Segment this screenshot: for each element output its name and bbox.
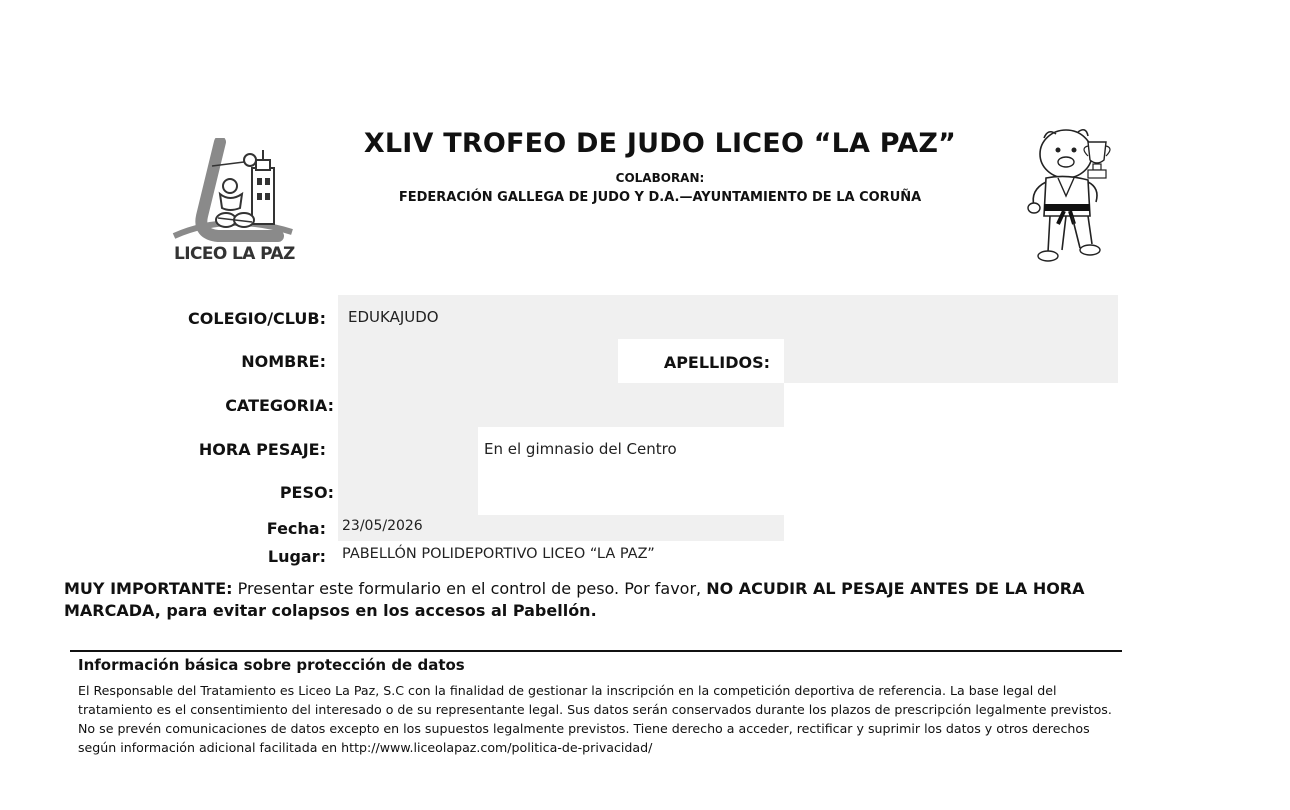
important-notice xyxy=(64,578,1104,622)
privacy-title: Información básica sobre protección de datos xyxy=(78,656,465,674)
club-field[interactable] xyxy=(338,295,1118,339)
liceo-la-paz-logo xyxy=(168,138,298,268)
collaborators-list: FEDERACIÓN GALLEGA DE JUDO Y D.A.—AYUNTAMIENTO DE LA CORUÑA xyxy=(398,190,922,205)
notice-text: Presentar este formulario en el control de peso. Por favor, xyxy=(232,579,707,598)
collaborators-label: COLABORAN: xyxy=(615,171,705,185)
categoria-field[interactable] xyxy=(338,383,784,427)
divider-line xyxy=(70,650,1122,652)
apellidos-label: APELLIDOS: xyxy=(663,353,770,372)
peso-label: PESO: xyxy=(279,483,334,502)
lugar-label: Lugar: xyxy=(267,547,326,566)
judo-mascot-illustration xyxy=(1022,124,1122,266)
hora-pesaje-label: HORA PESAJE: xyxy=(198,440,326,459)
notice-emphasis: NO ACUDIR AL PESAJE ANTES DE LA HORA MARCADA, para evitar colapsos en los accesos al Pabellón. xyxy=(64,579,1085,620)
hora-pesaje-value: En el gimnasio del Centro xyxy=(484,440,677,458)
fecha-value: 23/05/2026 xyxy=(342,518,423,534)
apellidos-field[interactable] xyxy=(784,339,1118,383)
categoria-label: CATEGORIA: xyxy=(225,396,334,415)
privacy-text: El Responsable del Tratamiento es Liceo La Paz, S.C con la finalidad de gestionar la inscripción en la competición deportiva de referencia. La base legal del tratamiento es el consentimiento del interesado o de su representante legal. Sus datos serán conservados durante los plazos de prescripción legalmente previstos. No se prevén comunicaciones de datos excepto en los supuestos legalmente previstos. Tiene derecho a acceder, rectificar y suprimir los datos y otros derechos según información adicional facilitada en http://www.liceolapaz.com/politica-de-privacidad/ xyxy=(78,683,1112,755)
nombre-label: NOMBRE: xyxy=(241,352,326,371)
notice-lead: MUY IMPORTANTE: xyxy=(64,579,233,598)
fecha-label: Fecha: xyxy=(266,519,326,538)
hora-pesaje-field[interactable] xyxy=(338,427,478,515)
club-label: COLEGIO/CLUB: xyxy=(188,309,326,328)
page-title: XLIV TROFEO DE JUDO LICEO “LA PAZ” xyxy=(363,128,957,159)
club-value: EDUKAJUDO xyxy=(348,308,439,326)
lugar-value: PABELLÓN POLIDEPORTIVO LICEO “LA PAZ” xyxy=(342,546,655,562)
liceo-logo-text: LICEO LA PAZ xyxy=(174,244,295,264)
